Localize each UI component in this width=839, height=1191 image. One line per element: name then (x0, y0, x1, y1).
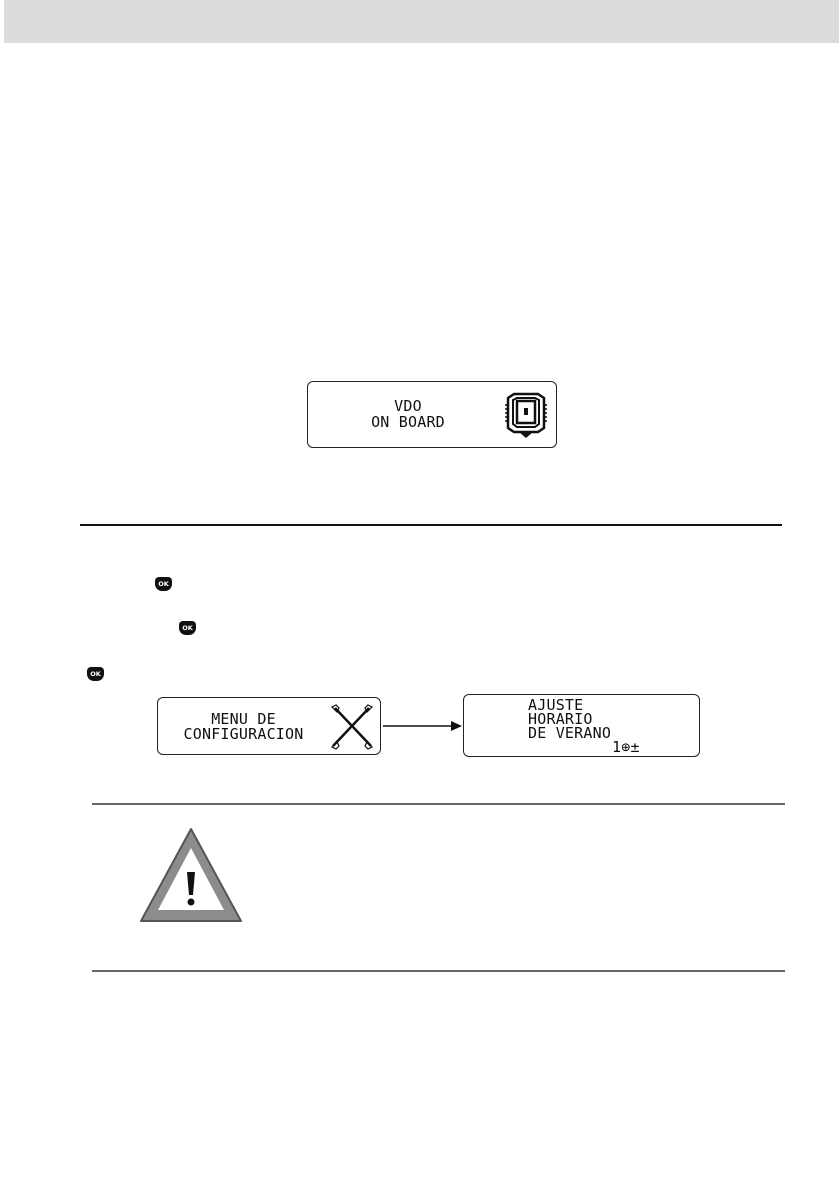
display-vdo-on-board (307, 381, 557, 448)
header-band (4, 0, 839, 43)
display-line-3: DE VERANO (528, 724, 612, 742)
wrench-cross-icon (329, 704, 375, 750)
card-slot-icon (504, 392, 548, 438)
warning-triangle-icon (138, 826, 244, 924)
ok-key-icon: OK (155, 577, 172, 591)
ok-key-icon: OK (179, 621, 196, 635)
display-line-1: VDO (394, 397, 422, 415)
warning-top-rule (92, 803, 785, 805)
section-divider (80, 524, 782, 526)
display-line-2: HORARIO (528, 710, 593, 728)
display-line-2: CONFIGURACION (183, 725, 304, 743)
display-line-1: MENU DE (211, 710, 276, 728)
display-line-2: ON BOARD (371, 413, 445, 431)
arrow-icon (383, 720, 463, 732)
ok-key-icon: OK (87, 667, 104, 681)
display-line-1: AJUSTE (528, 696, 584, 714)
display-line-4: 1⊕± (612, 738, 640, 756)
display-menu-configuracion (157, 697, 381, 755)
display-ajuste-horario (463, 694, 700, 757)
warning-bottom-rule (92, 970, 785, 972)
